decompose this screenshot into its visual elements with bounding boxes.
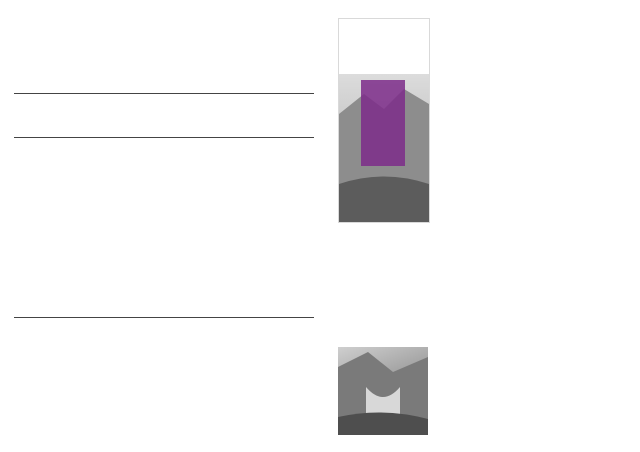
divider-2	[14, 137, 314, 138]
vajont-poster-image	[338, 18, 430, 223]
divider-3	[14, 317, 314, 318]
dam-photo	[338, 347, 428, 435]
right-column	[338, 0, 640, 452]
divider-1	[14, 93, 314, 94]
poster-body	[339, 74, 429, 222]
dam-photo-graphic	[338, 347, 428, 435]
poster-dam-graphic	[339, 74, 429, 222]
poster-head	[339, 19, 429, 74]
